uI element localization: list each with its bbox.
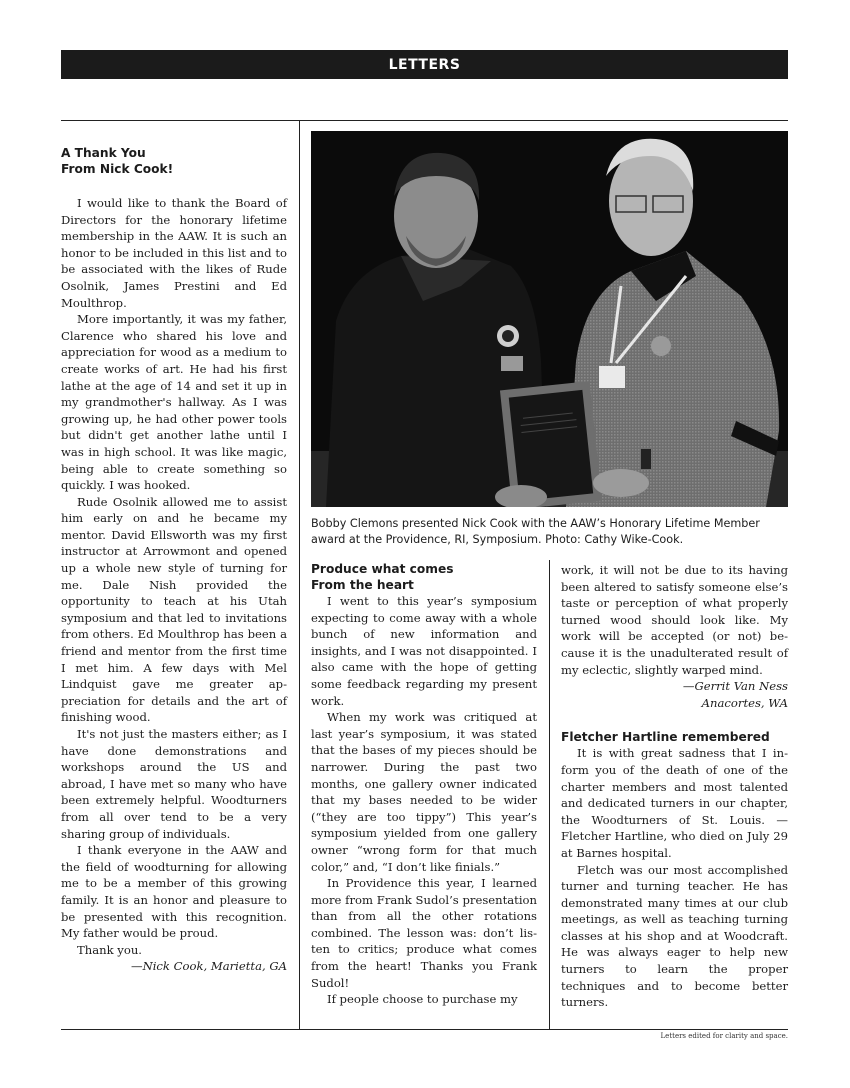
signature-location: Anacortes, WA bbox=[701, 695, 788, 710]
heading-line: Produce what comes bbox=[311, 562, 454, 576]
photo-caption: Bobby Clemons presented Nick Cook with the AAW’s Honorary Lifetime Member award at the Providence, RI, Symposium. Photo: Cathy Wike-Cook. bbox=[311, 517, 760, 546]
letter-heading bbox=[61, 145, 287, 177]
paragraph: If people choose to purchase my bbox=[327, 992, 518, 1007]
wristwatch bbox=[641, 449, 651, 469]
heading-line: Fletcher Hartline remembered bbox=[561, 730, 770, 745]
letter-nick-cook bbox=[61, 145, 287, 975]
heading-line: From the heart bbox=[311, 578, 414, 592]
award-photo-image bbox=[311, 131, 788, 507]
paragraph: Fletch was our most accomplished turner and turning teacher. He has demonstrated many times at our club meetings, as well as teaching turning classes at his shop and at Woodcraft. He was always eager to help new turners to learn the proper techniques and to become better turners. bbox=[561, 862, 788, 1010]
bottom-rule bbox=[61, 1029, 788, 1030]
paragraph: Rude Osolnik allowed me to assist him early on and he became my mentor. David Ellsworth was my first instructor at Arrowmont and opened up a whole new style of turning for me. Dale Nish provided the opportunity to teach at his Utah symposium and that led to invitations from others. Ed Moulthrop has been a friend and mentor from the first time I met him. A few days with Mel Lindquist gave me greater appreciation for details and the art of finishing wood. bbox=[61, 494, 287, 725]
heading-line: A Thank You bbox=[61, 146, 146, 160]
paragraph-continuation: work, it will not be due to its having been altered to satisfy someone else’s taste or perception of what properly turned wood should look like. My work will be accepted (or not) because it is the unadulterated result of my eclectic, slightly warped mind. bbox=[561, 563, 788, 677]
footnote: Letters edited for clarity and space. bbox=[660, 1032, 788, 1040]
paragraph: It is with great sadness that I inform you of the death of one of the charter members and most talented and dedicated turners in our chapter, the Woodturners of St. Louis. — Fletcher Hartline, who died on July 29 at Barnes hospital. bbox=[561, 746, 788, 860]
signature: —Gerrit Van Ness bbox=[682, 679, 788, 694]
paragraph: Thank you. bbox=[77, 942, 142, 957]
letter-heading bbox=[311, 561, 537, 593]
paragraph: When my work was critiqued at last year’s symposium, it was stated that the bases of my pieces should be narrower. During the past two months, one gallery owner indicated that my bases needed to be wider (“they are too tippy”) This year’s symposium yielded from one gallery owner “wrong form for that much color,” and, “I don’t like finials.” bbox=[311, 710, 537, 874]
column-divider-2 bbox=[549, 560, 550, 1029]
top-rule bbox=[61, 120, 788, 121]
paragraph: More importantly, it was my father, Clarence who shared his love and appreciation for wood as a medium to create works of art. He had his first lathe at the age of 14 and set it up in my grandmother's hallway. As I was growing up, he had other power tools but didn't get another lathe until I was in high school. It was like magic, being able to create something so quickly. I was hooked. bbox=[61, 312, 287, 493]
heading-line: From Nick Cook! bbox=[61, 162, 174, 176]
paragraph: I went to this year’s symposium expecting to come away with a whole bunch of new information and insights, and I was not disappointed. I also came with the hope of getting some feedback regarding my present work. bbox=[311, 594, 537, 708]
column-3 bbox=[561, 562, 788, 1011]
column-divider-1 bbox=[299, 120, 300, 1029]
letter-gerrit-van-ness bbox=[311, 561, 537, 1008]
signature: —Nick Cook, Marietta, GA bbox=[130, 959, 287, 974]
letter-heading bbox=[561, 729, 788, 745]
section-title: LETTERS bbox=[388, 56, 461, 73]
paragraph: In Providence this year, I learned more from Frank Sudol’s presentation than from all the other rotations combined. The lesson was: don’t listen to critics; produce what comes from the heart! Thanks you Frank Sudol! bbox=[311, 876, 537, 990]
paragraph: I thank everyone in the AAW and the field of woodturning for allowing me to be a member of this growing family. It is an honor and pleasure to be presented with this recognition. My father would be proud. bbox=[61, 843, 287, 941]
paragraph: It's not just the masters either; as I have done demonstrations and workshops around the US and abroad, I have met so many who have been extremely helpful. Woodturners from all over tend to be a very sharing group of individuals. bbox=[61, 727, 287, 841]
section-banner bbox=[61, 50, 788, 79]
award-photo bbox=[311, 131, 788, 507]
paragraph: I would like to thank the Board of Directors for the honorary lifetime membership in the AAW. It is such an honor to be included in this list and to be associated with the likes of Rude Osolnik, James Prestini and Ed Moulthrop. bbox=[61, 196, 287, 310]
